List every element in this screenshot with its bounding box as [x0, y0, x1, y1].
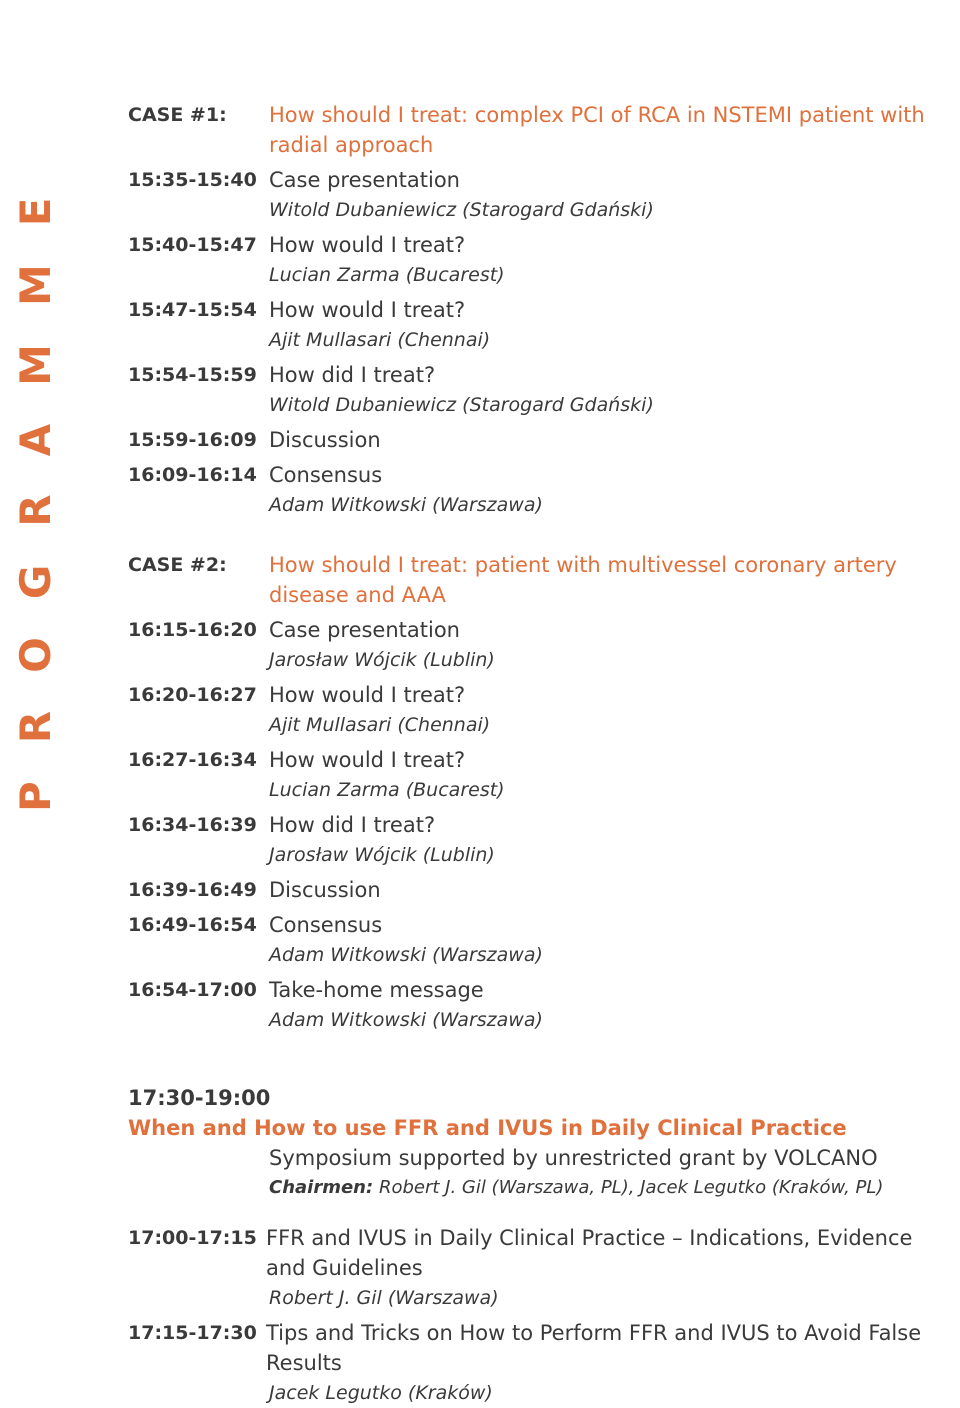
side-title-text: PROGRAMME — [11, 159, 60, 812]
case1-item-title: Case presentation — [269, 168, 460, 192]
case2-item-time: 16:20-16:27 — [128, 684, 257, 706]
case2-item-title: How would I treat? — [269, 683, 466, 707]
case2-title: How should I treat: patient with multivessel coronary artery disease and AAA — [269, 553, 897, 607]
case1-item-1 — [128, 230, 958, 290]
case2-item-time: 16:54-17:00 — [128, 979, 257, 1001]
case1-item-3 — [128, 360, 958, 420]
talk-title: Tips and Tricks on How to Perform FFR and IVUS to Avoid False Results — [266, 1321, 922, 1375]
case2-item-speaker: Lucian Zarma (Bucarest) — [269, 779, 505, 801]
case2-item-title: How would I treat? — [269, 748, 466, 772]
case1-item-2 — [128, 295, 958, 355]
case1-item-title: Consensus — [269, 463, 383, 487]
programme-content — [128, 100, 958, 1408]
symposium-subtitle: Symposium supported by unrestricted grant by VOLCANO — [269, 1146, 878, 1170]
talk-speaker: Jacek Legutko (Kraków) — [269, 1382, 493, 1404]
case1-item-title: How would I treat? — [269, 233, 466, 257]
case2-item-speaker: Jarosław Wójcik (Lublin) — [269, 844, 495, 866]
case2-item-title: Discussion — [269, 878, 381, 902]
case1-item-time: 15:35-15:40 — [128, 169, 257, 191]
case1-item-time: 15:47-15:54 — [128, 299, 257, 321]
case2-label: CASE #2: — [128, 554, 227, 576]
case1-item-speaker: Adam Witkowski (Warszawa) — [269, 494, 543, 516]
symposium-time: 17:30-19:00 — [128, 1086, 271, 1110]
case2-item-time: 16:39-16:49 — [128, 879, 257, 901]
symposium-chairmen — [269, 1173, 958, 1203]
case2-item-speaker: Jarosław Wójcik (Lublin) — [269, 649, 495, 671]
case1-item-time: 15:54-15:59 — [128, 364, 257, 386]
talk-time: 17:00-17:15 — [128, 1227, 257, 1249]
case2-item-speaker: Adam Witkowski (Warszawa) — [269, 1009, 543, 1031]
case1-item-title: Discussion — [269, 428, 381, 452]
case2-item-speaker: Ajit Mullasari (Chennai) — [269, 714, 491, 736]
side-title — [0, 0, 64, 820]
case2-item-1 — [128, 680, 958, 740]
case2-item-0 — [128, 615, 958, 675]
case1-item-4 — [128, 425, 958, 455]
case2-header — [128, 550, 958, 610]
case1-item-time: 15:40-15:47 — [128, 234, 257, 256]
symposium-talk-1 — [128, 1318, 958, 1408]
case2-item-6 — [128, 975, 958, 1035]
case1-item-speaker: Ajit Mullasari (Chennai) — [269, 329, 491, 351]
case2-item-title: Take-home message — [269, 978, 484, 1002]
case1-item-speaker: Witold Dubaniewicz (Starogard Gdański) — [269, 199, 654, 221]
case1-item-title: How would I treat? — [269, 298, 466, 322]
case1-item-time: 15:59-16:09 — [128, 429, 257, 451]
case1-item-time: 16:09-16:14 — [128, 464, 257, 486]
case1-header — [128, 100, 958, 160]
talk-title: FFR and IVUS in Daily Clinical Practice – Indications, Evidence and Guidelines — [266, 1226, 913, 1280]
chairmen-names: Robert J. Gil (Warszawa, PL), Jacek Legutko (Kraków, PL) — [378, 1177, 884, 1198]
case2-item-5 — [128, 910, 958, 970]
symposium-talk-0 — [128, 1223, 958, 1313]
case2-item-time: 16:34-16:39 — [128, 814, 257, 836]
case1-item-speaker: Witold Dubaniewicz (Starogard Gdański) — [269, 394, 654, 416]
chairmen-label: Chairmen: — [269, 1177, 374, 1198]
case1-title: How should I treat: complex PCI of RCA in NSTEMI patient with radial approach — [269, 103, 925, 157]
case2-item-time: 16:27-16:34 — [128, 749, 257, 771]
case2-item-time: 16:15-16:20 — [128, 619, 257, 641]
case2-item-4 — [128, 875, 958, 905]
case2-item-title: How did I treat? — [269, 813, 436, 837]
case1-item-title: How did I treat? — [269, 363, 436, 387]
talk-speaker: Robert J. Gil (Warszawa) — [269, 1287, 499, 1309]
case2-item-title: Consensus — [269, 913, 383, 937]
case2-item-2 — [128, 745, 958, 805]
talk-time: 17:15-17:30 — [128, 1322, 257, 1344]
symposium-header — [128, 1083, 958, 1143]
case1-label: CASE #1: — [128, 104, 227, 126]
case1-item-speaker: Lucian Zarma (Bucarest) — [269, 264, 505, 286]
case2-item-speaker: Adam Witkowski (Warszawa) — [269, 944, 543, 966]
case1-item-5 — [128, 460, 958, 520]
case2-item-title: Case presentation — [269, 618, 460, 642]
case1-item-0 — [128, 165, 958, 225]
case2-item-time: 16:49-16:54 — [128, 914, 257, 936]
case2-item-3 — [128, 810, 958, 870]
symposium-title: When and How to use FFR and IVUS in Daily Clinical Practice — [128, 1116, 847, 1140]
